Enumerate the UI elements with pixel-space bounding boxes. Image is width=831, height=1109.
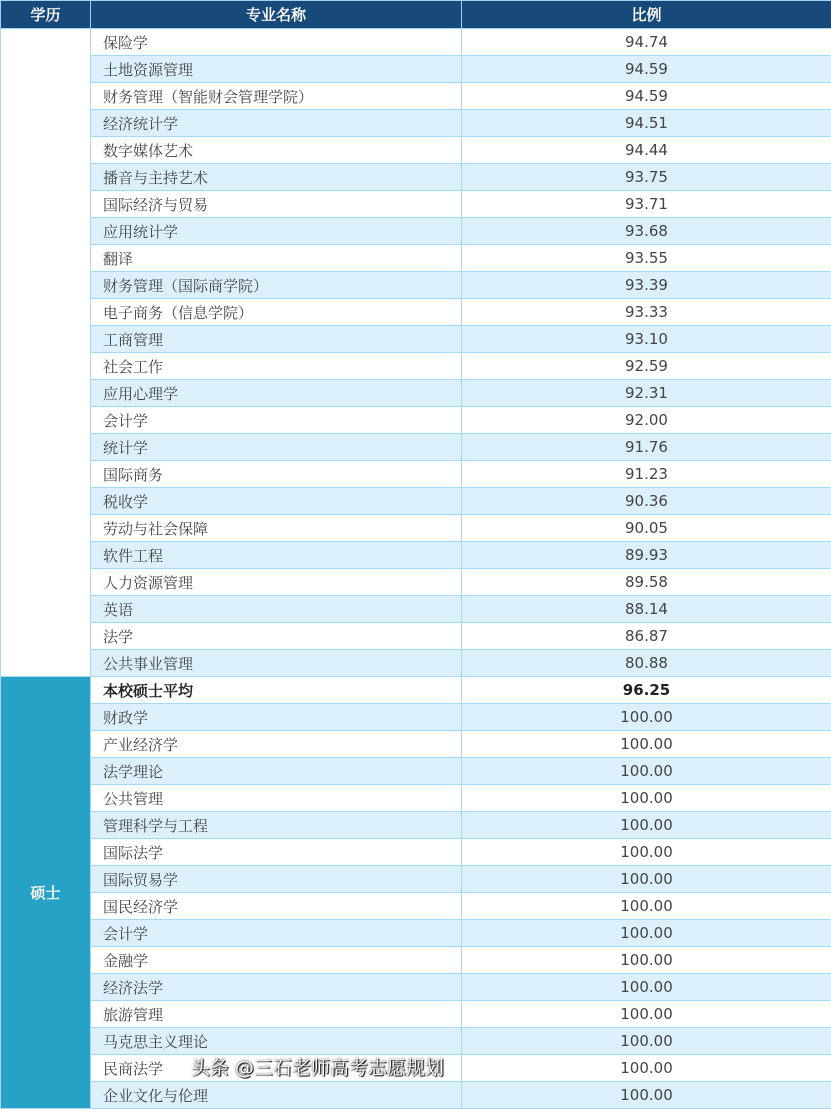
table-row xyxy=(1,353,831,380)
table-row xyxy=(1,218,831,245)
major-name-cell xyxy=(91,218,462,245)
header-ratio: 比例 xyxy=(462,1,831,29)
ratio-value: 100.00 xyxy=(462,893,831,920)
major-name-cell xyxy=(91,29,462,56)
major-name-cell xyxy=(91,947,462,974)
major-name: 国际经济与贸易 xyxy=(103,196,208,214)
major-name: 国民经济学 xyxy=(103,898,178,916)
major-name: 公共管理 xyxy=(103,790,163,808)
table-row xyxy=(1,299,831,326)
major-name: 人力资源管理 xyxy=(103,574,193,592)
ratio-value: 86.87 xyxy=(462,623,831,650)
major-name-cell xyxy=(91,1028,462,1055)
ratio-value: 92.00 xyxy=(462,407,831,434)
ratio-value: 90.05 xyxy=(462,515,831,542)
major-name: 会计学 xyxy=(103,925,148,943)
table-row xyxy=(1,785,831,812)
major-name: 本校硕士平均 xyxy=(103,682,193,700)
ratio-value: 93.75 xyxy=(462,164,831,191)
major-name: 软件工程 xyxy=(103,547,163,565)
major-name: 国际贸易学 xyxy=(103,871,178,889)
table-row xyxy=(1,56,831,83)
ratio-value: 93.55 xyxy=(462,245,831,272)
major-name: 社会工作 xyxy=(103,358,163,376)
table-row xyxy=(1,569,831,596)
major-name-cell xyxy=(91,758,462,785)
ratio-value: 94.44 xyxy=(462,137,831,164)
major-name-cell xyxy=(91,299,462,326)
major-name: 土地资源管理 xyxy=(103,61,193,79)
major-name-cell xyxy=(91,137,462,164)
major-name: 数字媒体艺术 xyxy=(103,142,193,160)
major-name-cell xyxy=(91,461,462,488)
major-name-cell xyxy=(91,1001,462,1028)
ratio-value: 100.00 xyxy=(462,731,831,758)
major-name-cell xyxy=(91,812,462,839)
ratio-value: 100.00 xyxy=(462,1055,831,1082)
major-name-cell xyxy=(91,974,462,1001)
ratio-value: 100.00 xyxy=(462,1001,831,1028)
major-name: 经济法学 xyxy=(103,979,163,997)
ratio-value: 100.00 xyxy=(462,758,831,785)
major-name-cell xyxy=(91,704,462,731)
header-major: 专业名称 xyxy=(91,1,462,29)
major-name: 工商管理 xyxy=(103,331,163,349)
ratio-value: 91.76 xyxy=(462,434,831,461)
watermark: 头条 @三石老师高考志愿规划 xyxy=(191,1056,444,1080)
major-name: 财务管理（国际商学院） xyxy=(103,277,268,295)
major-name-cell xyxy=(91,83,462,110)
table-row xyxy=(1,1082,831,1109)
ratio-value: 94.59 xyxy=(462,83,831,110)
ratio-value: 89.58 xyxy=(462,569,831,596)
major-name: 企业文化与伦理 xyxy=(103,1087,208,1105)
major-name: 统计学 xyxy=(103,439,148,457)
table-row xyxy=(1,650,831,677)
table-row xyxy=(1,596,831,623)
table-row xyxy=(1,83,831,110)
degree-cell: 硕士 xyxy=(1,677,91,1109)
table-row xyxy=(1,191,831,218)
major-name-cell xyxy=(91,677,462,704)
ratio-value: 100.00 xyxy=(462,812,831,839)
major-name: 金融学 xyxy=(103,952,148,970)
ratio-value: 90.36 xyxy=(462,488,831,515)
major-name-cell xyxy=(91,731,462,758)
major-name: 民商法学 xyxy=(103,1060,163,1078)
major-name-cell xyxy=(91,326,462,353)
ratio-value: 93.10 xyxy=(462,326,831,353)
major-name: 法学 xyxy=(103,628,133,646)
table-row xyxy=(1,623,831,650)
table-row xyxy=(1,812,831,839)
table-row xyxy=(1,731,831,758)
table-row xyxy=(1,758,831,785)
table-row xyxy=(1,677,831,704)
ratio-value: 93.68 xyxy=(462,218,831,245)
major-name-cell xyxy=(91,191,462,218)
ratio-value: 88.14 xyxy=(462,596,831,623)
major-name: 翻译 xyxy=(103,250,133,268)
major-name-cell xyxy=(91,488,462,515)
major-name-cell xyxy=(91,866,462,893)
major-name-cell xyxy=(91,515,462,542)
major-name-cell xyxy=(91,272,462,299)
ratio-value: 100.00 xyxy=(462,1082,831,1109)
ratio-value: 100.00 xyxy=(462,974,831,1001)
major-name: 应用统计学 xyxy=(103,223,178,241)
major-name: 产业经济学 xyxy=(103,736,178,754)
major-name-cell xyxy=(91,839,462,866)
major-name: 播音与主持艺术 xyxy=(103,169,208,187)
ratio-value: 80.88 xyxy=(462,650,831,677)
major-name-cell xyxy=(91,920,462,947)
major-name-cell xyxy=(91,380,462,407)
ratio-value: 100.00 xyxy=(462,839,831,866)
major-name: 劳动与社会保障 xyxy=(103,520,208,538)
major-name: 公共事业管理 xyxy=(103,655,193,673)
table-row xyxy=(1,110,831,137)
major-name-cell xyxy=(91,1055,462,1082)
table-row xyxy=(1,1028,831,1055)
major-name: 税收学 xyxy=(103,493,148,511)
major-name-cell xyxy=(91,893,462,920)
table-row xyxy=(1,272,831,299)
table-row xyxy=(1,893,831,920)
table-row xyxy=(1,245,831,272)
major-name-cell xyxy=(91,407,462,434)
ratio-value: 94.59 xyxy=(462,56,831,83)
major-name: 保险学 xyxy=(103,34,148,52)
table-row xyxy=(1,137,831,164)
table-row xyxy=(1,920,831,947)
major-name: 法学理论 xyxy=(103,763,163,781)
major-name-cell xyxy=(91,623,462,650)
table-row xyxy=(1,380,831,407)
major-name: 国际法学 xyxy=(103,844,163,862)
major-name-cell xyxy=(91,596,462,623)
table-row xyxy=(1,974,831,1001)
table-row xyxy=(1,29,831,56)
table-row xyxy=(1,542,831,569)
table-row xyxy=(1,461,831,488)
ratio-value: 100.00 xyxy=(462,866,831,893)
table-row xyxy=(1,326,831,353)
major-name-cell xyxy=(91,245,462,272)
ratio-value: 96.25 xyxy=(462,677,831,704)
major-name: 财政学 xyxy=(103,709,148,727)
major-name: 电子商务（信息学院） xyxy=(103,304,253,322)
ratio-value: 100.00 xyxy=(462,785,831,812)
ratio-value: 92.31 xyxy=(462,380,831,407)
table-row xyxy=(1,407,831,434)
table-row xyxy=(1,704,831,731)
major-name-cell xyxy=(91,164,462,191)
header-degree: 学历 xyxy=(1,1,91,29)
ratio-value: 100.00 xyxy=(462,704,831,731)
major-name-cell xyxy=(91,434,462,461)
table-row xyxy=(1,866,831,893)
table-row xyxy=(1,947,831,974)
ratio-value: 93.71 xyxy=(462,191,831,218)
ratio-value: 94.51 xyxy=(462,110,831,137)
major-name: 旅游管理 xyxy=(103,1006,163,1024)
major-name: 应用心理学 xyxy=(103,385,178,403)
major-name: 马克思主义理论 xyxy=(103,1033,208,1051)
ratio-value: 100.00 xyxy=(462,947,831,974)
ratio-value: 94.74 xyxy=(462,29,831,56)
major-name-cell xyxy=(91,353,462,380)
ratio-value: 92.59 xyxy=(462,353,831,380)
ratio-value: 89.93 xyxy=(462,542,831,569)
ratio-value: 93.39 xyxy=(462,272,831,299)
table-row xyxy=(1,839,831,866)
major-name-cell xyxy=(91,542,462,569)
table-row xyxy=(1,1001,831,1028)
major-name: 管理科学与工程 xyxy=(103,817,208,835)
table-row xyxy=(1,1055,831,1082)
ratio-value: 100.00 xyxy=(462,920,831,947)
table-row xyxy=(1,164,831,191)
major-name-cell xyxy=(91,569,462,596)
ratio-value: 91.23 xyxy=(462,461,831,488)
ratio-value: 93.33 xyxy=(462,299,831,326)
major-name-cell xyxy=(91,1082,462,1109)
header-row xyxy=(1,1,831,29)
major-name-cell xyxy=(91,650,462,677)
major-name: 会计学 xyxy=(103,412,148,430)
major-name-cell xyxy=(91,56,462,83)
table-row xyxy=(1,515,831,542)
degree-cell xyxy=(1,29,91,677)
major-name: 财务管理（智能财会管理学院） xyxy=(103,88,313,106)
major-name-cell xyxy=(91,110,462,137)
ratio-value: 100.00 xyxy=(462,1028,831,1055)
table-row xyxy=(1,488,831,515)
major-name: 经济统计学 xyxy=(103,115,178,133)
major-name: 国际商务 xyxy=(103,466,163,484)
major-name: 英语 xyxy=(103,601,133,619)
table-row xyxy=(1,434,831,461)
major-name-cell xyxy=(91,785,462,812)
